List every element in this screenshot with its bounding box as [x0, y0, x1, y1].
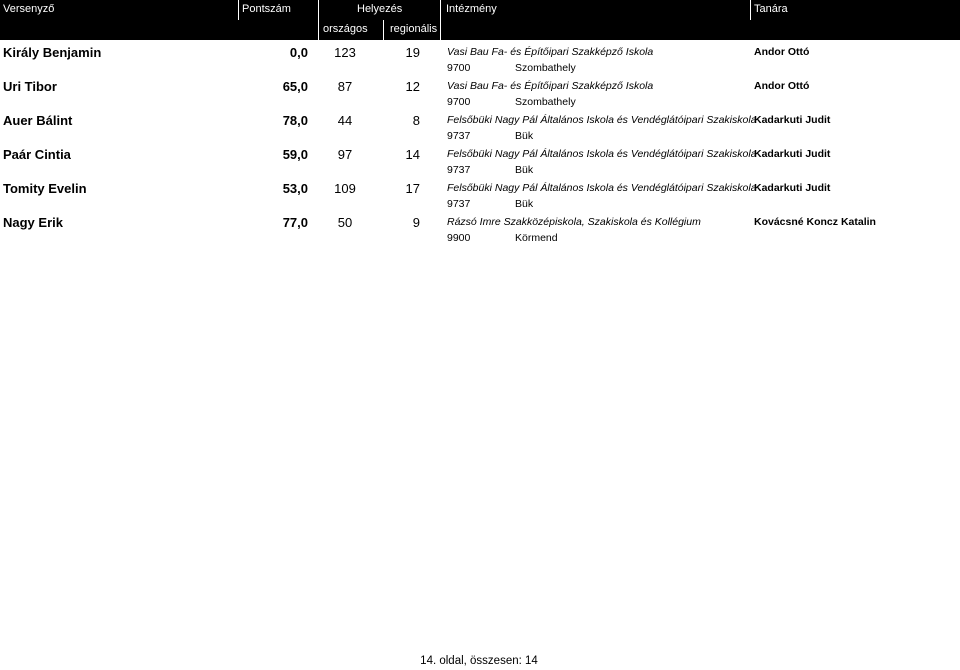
header-row-sub	[0, 20, 960, 40]
city: Bük	[515, 164, 534, 176]
zip-code: 9737	[447, 198, 471, 210]
table-row	[0, 142, 960, 176]
page-number: 14. oldal, összesen: 14	[420, 655, 538, 667]
national-rank: 87	[337, 79, 353, 94]
institution: Vasi Bau Fa- és Építőipari Szakképző Iskola	[447, 46, 654, 58]
table-row	[0, 176, 960, 210]
city: Körmend	[515, 232, 558, 244]
national-rank: 44	[337, 113, 353, 128]
zip-code: 9700	[447, 96, 471, 108]
teacher: Andor Ottó	[754, 80, 810, 92]
institution: Felsőbüki Nagy Pál Általános Iskola és Vendéglátóipari Szakiskola	[447, 148, 757, 160]
institution: Rázsó Imre Szakközépiskola, Szakiskola és Kollégium	[447, 216, 701, 228]
regional-rank: 19	[405, 45, 420, 60]
score: 53,0	[282, 181, 308, 196]
table-header	[0, 0, 960, 40]
city: Szombathely	[515, 96, 576, 108]
header-versenyzo: Versenyző	[3, 3, 55, 15]
regional-rank: 14	[405, 147, 420, 162]
header-pontszam: Pontszám	[242, 3, 291, 15]
header-row-main	[0, 0, 960, 20]
institution: Felsőbüki Nagy Pál Általános Iskola és Vendéglátóipari Szakiskola	[447, 114, 757, 126]
page-footer	[0, 655, 960, 667]
national-rank: 97	[337, 147, 353, 162]
contestant-name: Tomity Evelin	[3, 181, 87, 196]
national-rank: 50	[337, 215, 353, 230]
city: Bük	[515, 130, 534, 142]
zip-code: 9737	[447, 164, 471, 176]
city: Szombathely	[515, 62, 576, 74]
score: 77,0	[282, 215, 308, 230]
institution: Vasi Bau Fa- és Építőipari Szakképző Iskola	[447, 80, 654, 92]
zip-code: 9700	[447, 62, 471, 74]
zip-code: 9900	[447, 232, 471, 244]
score: 78,0	[282, 113, 308, 128]
teacher: Kadarkuti Judit	[754, 114, 831, 126]
header-regionalis: regionális	[390, 23, 438, 35]
regional-rank: 17	[405, 181, 420, 196]
table-row	[0, 108, 960, 142]
teacher: Kovácsné Koncz Katalin	[754, 216, 876, 228]
institution: Felsőbüki Nagy Pál Általános Iskola és Vendéglátóipari Szakiskola	[447, 182, 757, 194]
table-row	[0, 210, 960, 244]
contestant-name: Nagy Erik	[3, 215, 63, 230]
national-rank: 123	[334, 45, 356, 60]
teacher: Kadarkuti Judit	[754, 148, 831, 160]
score: 0,0	[289, 45, 308, 60]
regional-rank: 9	[412, 215, 420, 230]
contestant-name: Paár Cintia	[3, 147, 71, 162]
teacher: Andor Ottó	[754, 46, 810, 58]
contestant-name: Auer Bálint	[3, 113, 73, 128]
table-row	[0, 74, 960, 108]
national-rank: 109	[334, 181, 356, 196]
regional-rank: 8	[412, 113, 420, 128]
header-intezmeny: Intézmény	[446, 3, 497, 15]
score: 59,0	[282, 147, 308, 162]
score: 65,0	[282, 79, 308, 94]
table-row	[0, 40, 960, 74]
header-orszagos: országos	[323, 23, 368, 35]
zip-code: 9737	[447, 130, 471, 142]
teacher: Kadarkuti Judit	[754, 182, 831, 194]
header-tanara: Tanára	[754, 3, 788, 15]
contestant-name: Király Benjamin	[3, 45, 102, 60]
city: Bük	[515, 198, 534, 210]
regional-rank: 12	[405, 79, 420, 94]
header-helyezes: Helyezés	[357, 3, 403, 15]
contestant-name: Uri Tibor	[3, 79, 57, 94]
